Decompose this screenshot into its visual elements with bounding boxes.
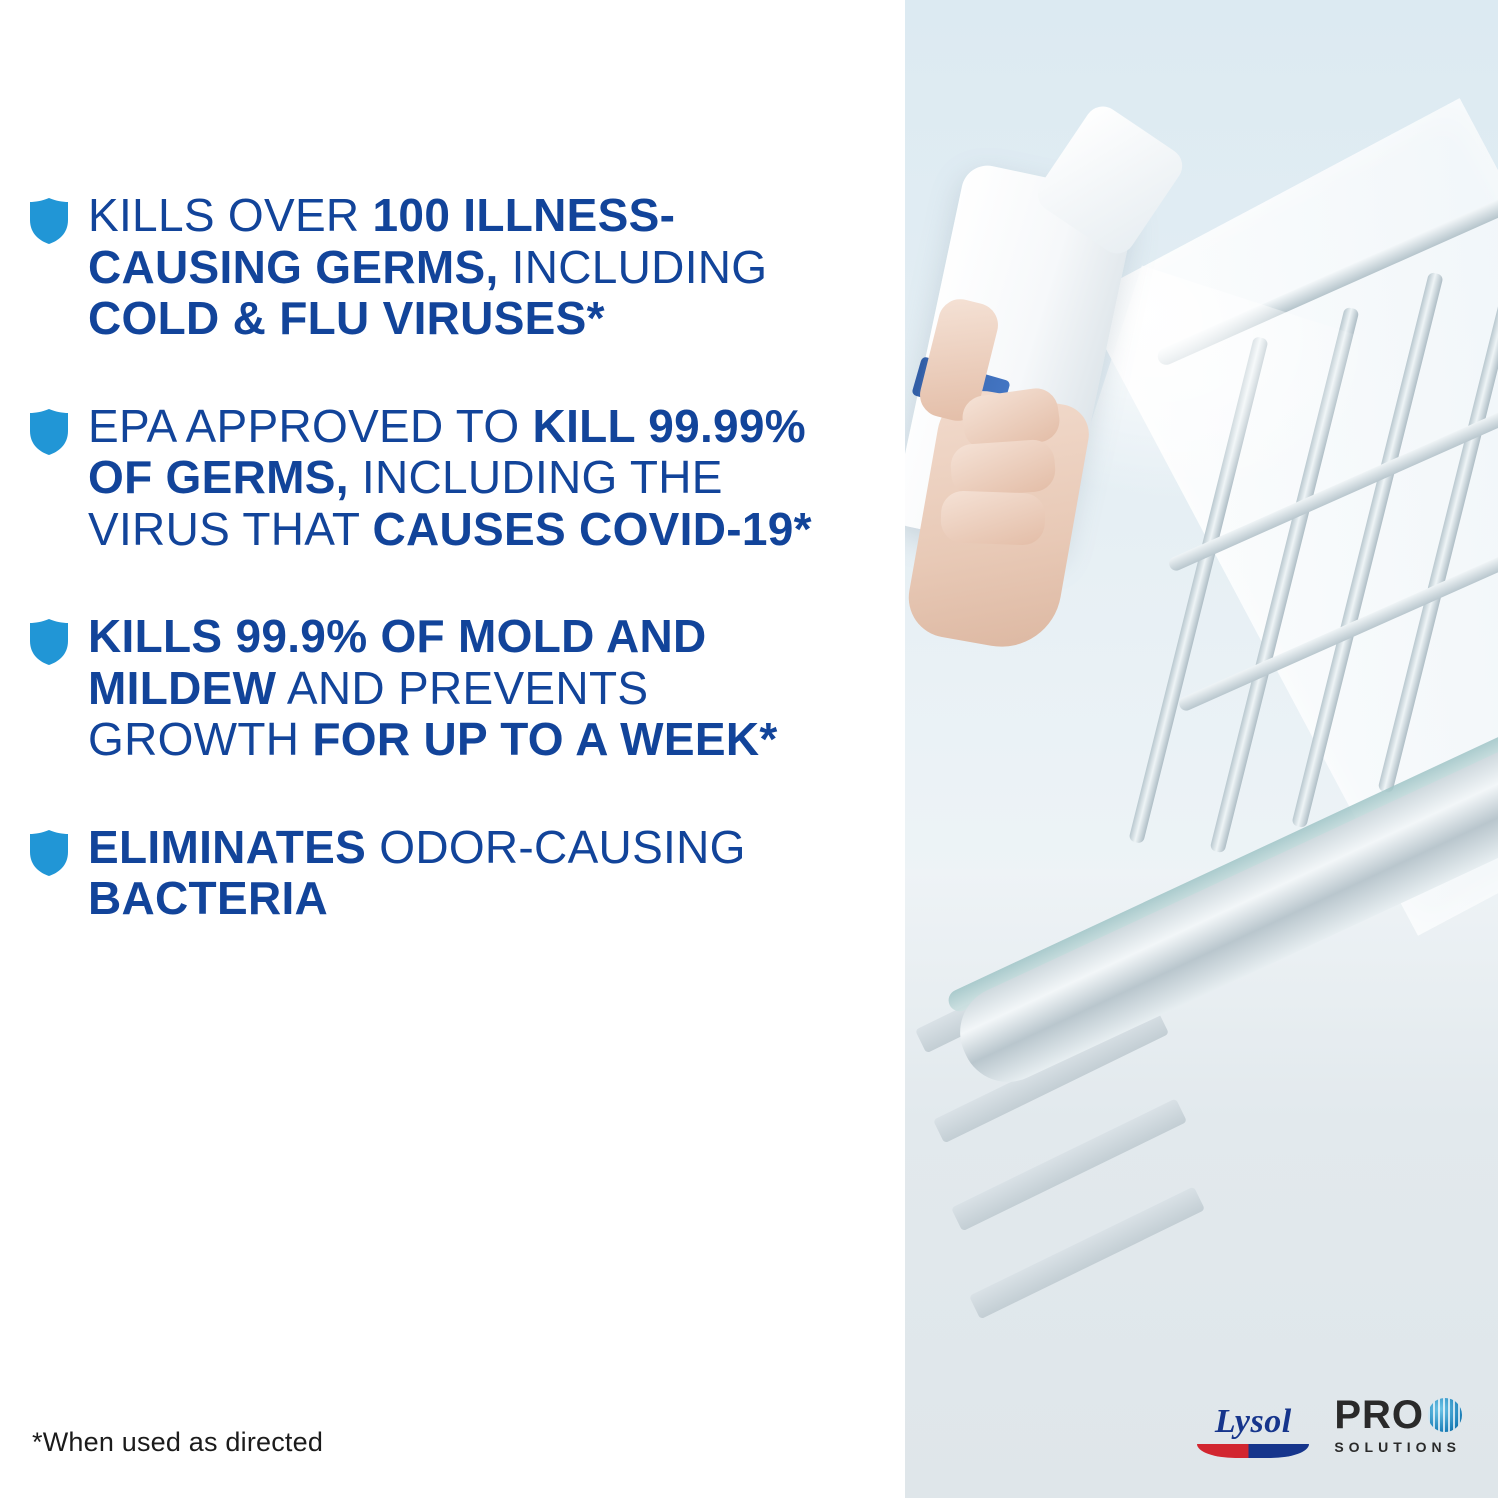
shield-icon (30, 830, 68, 876)
shield-icon (30, 409, 68, 455)
claim-text (88, 401, 865, 556)
lysol-swoosh-icon (1197, 1444, 1309, 1458)
shield-icon (30, 198, 68, 244)
claim-text (88, 190, 865, 345)
claim-segment-bold: FOR UP TO A WEEK* (312, 713, 778, 766)
claim-segment-bold: ELIMINATES (88, 820, 367, 873)
globe-icon (1428, 1398, 1462, 1432)
claim-text (88, 611, 865, 766)
claim-segment-bold: KILLS 99.9% OF MOLD AND MILDEW (88, 610, 707, 714)
shield-icon (30, 619, 68, 665)
claim-segment-plain: KILLS OVER (88, 189, 373, 241)
claim-segment-bold: CAUSES COVID-19* (372, 502, 812, 555)
claim-text (88, 822, 865, 925)
lysol-logo (1194, 1392, 1312, 1458)
solutions-wordmark: SOLUTIONS (1334, 1439, 1461, 1455)
product-photo (905, 0, 1498, 1498)
claim-segment-plain: EPA APPROVED TO (88, 399, 533, 452)
brand-logo-lockup (1194, 1392, 1462, 1458)
claim-segment-bold: 100 ILLNESS-CAUSING GERMS, (88, 189, 676, 293)
claim-segment-plain: INCLUDING (498, 240, 768, 293)
claims-list (30, 190, 865, 925)
lysol-wordmark: Lysol (1214, 1403, 1292, 1440)
claim-segment-bold: BACTERIA (88, 872, 329, 925)
photo-scene (905, 0, 1498, 1498)
finger (949, 438, 1056, 497)
claim-segment-plain: AND PREVENTS GROWTH (88, 661, 649, 766)
finger (940, 490, 1046, 546)
claim-item (30, 401, 865, 556)
claim-segment-bold: KILL 99.99% OF GERMS, (88, 399, 807, 504)
pro-solutions-logo (1334, 1395, 1462, 1455)
pro-wordmark-row (1334, 1395, 1462, 1435)
claim-item (30, 822, 865, 925)
claim-item (30, 190, 865, 345)
claim-segment-plain: ODOR-CAUSING (366, 820, 746, 873)
claim-item (30, 611, 865, 766)
footnote: *When used as directed (32, 1427, 324, 1457)
claim-segment-plain: INCLUDING THE VIRUS THAT (88, 451, 723, 555)
pro-wordmark: PRO (1334, 1393, 1424, 1437)
claim-segment-bold: COLD & FLU VIRUSES* (88, 292, 605, 345)
